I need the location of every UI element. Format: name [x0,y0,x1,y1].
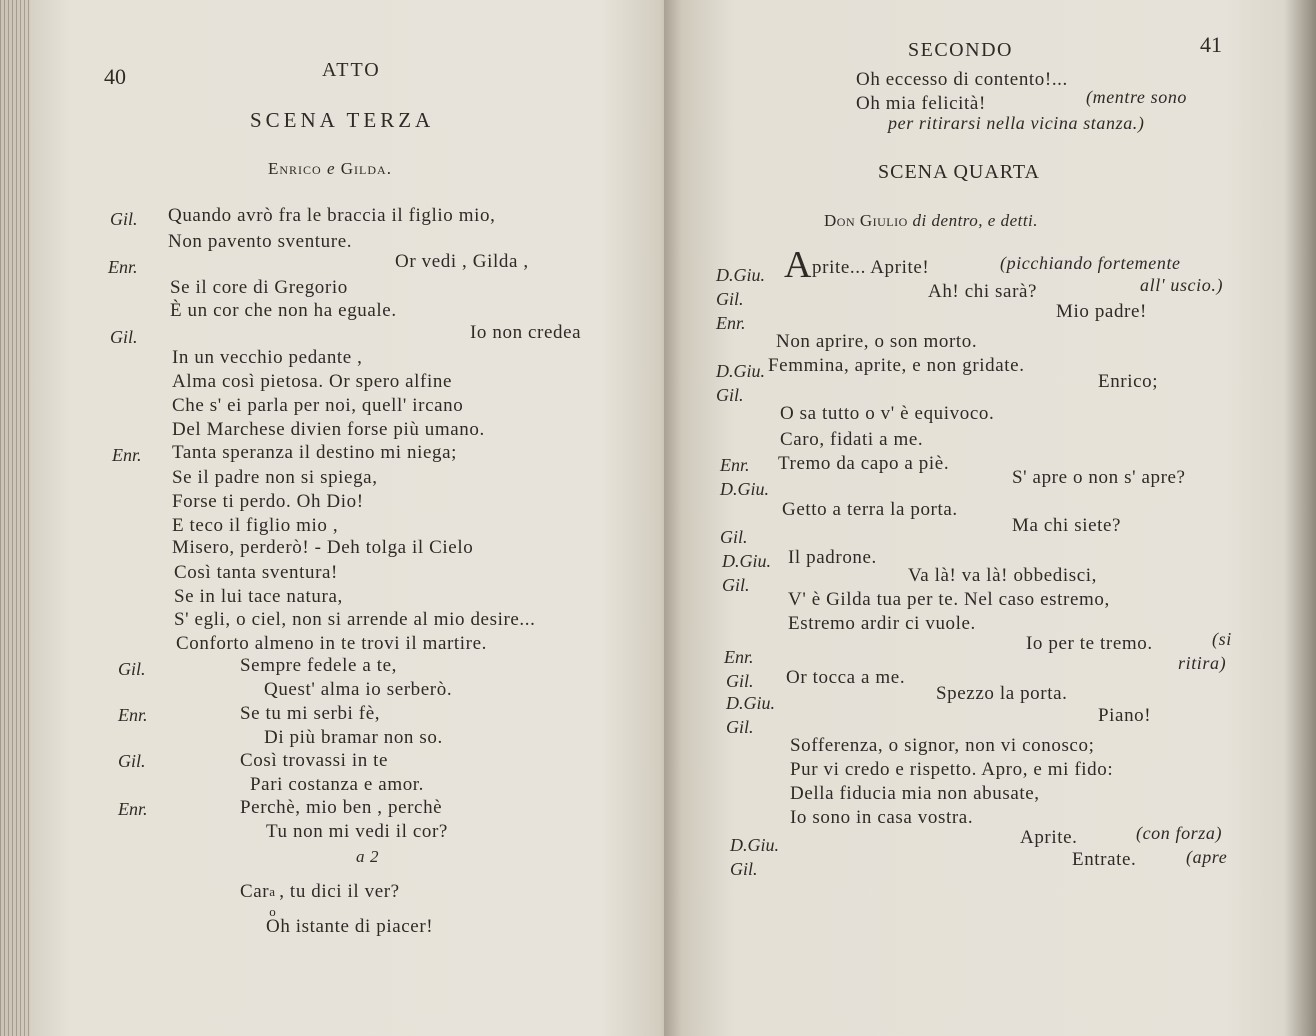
verse-line: Oh eccesso di contento!... [856,69,1068,90]
stage-direction: (picchiando fortemente [1000,253,1181,273]
verse-line: Io sono in casa vostra. [790,807,974,828]
verse-line: Conforto almeno in te trovi il martire. [176,633,487,654]
verse-line: Forse ti perdo. Oh Dio! [172,491,364,512]
speaker-label: D.Giu. [716,361,765,381]
scene-characters [268,160,392,177]
verse-line: Or tocca a me. [786,667,906,688]
verse-line: Getto a terra la porta. [782,499,958,520]
speaker-label: Gil. [726,717,754,737]
speaker-label: Enr. [118,705,148,725]
stage-direction: all' uscio.) [1140,275,1224,295]
verse-line [784,244,930,286]
speaker-label: Enr. [112,445,142,465]
verse-line: Quando avrò fra le braccia il figlio mio, [168,205,496,226]
speaker-label: Gil. [110,209,138,229]
verse-line: Che s' ei parla per noi, quell' ircano [172,395,464,416]
stage-direction: (con forza) [1136,823,1223,843]
verse-line: Del Marchese divien forse più umano. [172,419,485,440]
verse-line: Tremo da capo a piè. [778,453,950,474]
verse-line: Ma chi siete? [1012,515,1122,536]
verse-line: Non pavento sventure. [168,231,353,252]
verse-line: Oh mia felicità! [856,93,986,114]
verse-line [768,356,1025,375]
verse-line: Mio padre! [1056,301,1147,322]
speaker-label: Enr. [118,799,148,819]
verse-line: Sempre fedele a te, [240,655,397,676]
verse-line-text: Femmina, aprite, e non gridate. [768,355,1025,376]
character-name: Don Giulio [824,211,908,230]
verse-line: Alma così pietosa. Or spero alfine [172,371,452,392]
character-name: Enrico [268,159,322,178]
running-head-right: SECONDO [908,39,1013,61]
verse-line: Quest' alma io serberò. [264,679,453,700]
scene-title: SCENA TERZA [250,108,435,132]
verse-line: Estremo ardir ci vuole. [788,613,976,634]
verse-line: V' è Gilda tua per te. Nel caso estremo, [788,589,1110,610]
verse-line: Caro, fidati a me. [780,429,924,450]
verse-line: Se tu mi serbi fè, [240,703,381,724]
right-page [664,0,1316,1036]
speaker-label: D.Giu. [730,835,779,855]
speaker-label: Gil. [118,751,146,771]
speaker-label: Gil. [730,859,758,879]
duet-subscript: o [269,904,277,919]
verse-line: Piano! [1098,705,1152,726]
page-number-right: 41 [1200,32,1222,57]
verse-line: Così tanta sventura! [174,562,338,583]
speaker-label: Gil. [716,289,744,309]
verse-line: Perchè, mio ben , perchè [240,797,443,818]
verse-line: Se il padre non si spiega, [172,467,378,488]
verse-line: Così trovassi in te [240,750,389,771]
verse-line: Entrate. [1072,849,1137,870]
verse-line: O sa tutto o v' è equivoco. [780,403,995,424]
scene-title: SCENA QUARTA [878,161,1040,183]
verse-line: Misero, perderò! - Deh tolga il Cielo [172,537,474,558]
verse-line [240,881,400,919]
running-head-left: ATTO [322,59,381,81]
stage-direction: per ritirarsi nella vicina stanza.) [888,113,1145,133]
verse-line: S' egli, o ciel, non si arrende al mio desire... [174,609,536,630]
verse-line: Pur vi credo e rispetto. Apro, e mi fido: [790,759,1114,780]
speaker-label: Gil. [720,527,748,547]
verse-line: Enrico; [1098,371,1159,392]
stage-direction: ritira) [1178,653,1227,673]
verse-line: E teco il figlio mio , [172,515,339,536]
verse-line: È un cor che non ha eguale. [170,300,397,321]
verse-line: Or vedi , Gilda , [395,251,529,272]
speaker-label: D.Giu. [722,551,771,571]
verse-line: In un vecchio pedante , [172,347,363,368]
verse-line: Tu non mi vedi il cor? [266,821,448,842]
verse-line: Pari costanza e amor. [250,774,425,795]
speaker-label: Gil. [726,671,754,691]
verse-line: Il padrone. [788,547,877,568]
verse-line: Se il core di Gregorio [170,277,348,298]
speaker-label: Gil. [110,327,138,347]
speaker-label: Enr. [724,647,754,667]
verse-line: Della fiducia mia non abusate, [790,783,1040,804]
speaker-label: Enr. [108,257,138,277]
speaker-label: D.Giu. [726,693,775,713]
duet-line-start: Car [240,881,270,902]
character-name: Gilda. [340,159,392,178]
speaker-label: D.Giu. [720,479,769,499]
verse-line: Aprite. [1020,827,1078,848]
verse-line: Io per te tremo. [1026,633,1153,654]
duet-marker: a 2 [356,847,380,866]
verse-line: Se in lui tace natura, [174,586,343,607]
scene-note: di dentro, e detti. [912,211,1039,230]
scene-characters [824,212,1038,229]
verse-line: S' apre o non s' apre? [1012,467,1186,488]
page-number-left: 40 [104,64,126,89]
speaker-label: Enr. [720,455,750,475]
character-separator: e [326,159,336,178]
page-edges [0,0,30,1036]
speaker-label: Gil. [716,385,744,405]
stage-direction: (mentre sono [1086,87,1188,107]
verse-line: Sofferenza, o signor, non vi conosco; [790,735,1095,756]
verse-line: Ah! chi sarà? [928,281,1038,302]
stage-direction: (apre [1186,847,1228,867]
speaker-label: D.Giu. [716,265,765,285]
duet-line-rest: , tu dici il ver? [279,881,400,902]
verse-line: Tanta speranza il destino mi niega; [172,442,458,463]
speaker-label: Gil. [722,575,750,595]
duet-superscript: a [269,884,276,899]
speaker-label: Enr. [716,313,746,333]
verse-line: Di più bramar non so. [264,727,443,748]
drop-cap: A [784,244,813,286]
speaker-label: Gil. [118,659,146,679]
stage-direction: (si [1212,629,1232,649]
verse-line-rest: prite... Aprite! [812,257,930,278]
verse-line: Non aprire, o son morto. [776,331,978,352]
verse-line: Io non credea [470,322,582,343]
verse-line: Spezzo la porta. [936,683,1068,704]
verse-line: Oh istante di piacer! [266,916,434,937]
verse-line: Va là! va là! obbedisci, [908,565,1098,586]
